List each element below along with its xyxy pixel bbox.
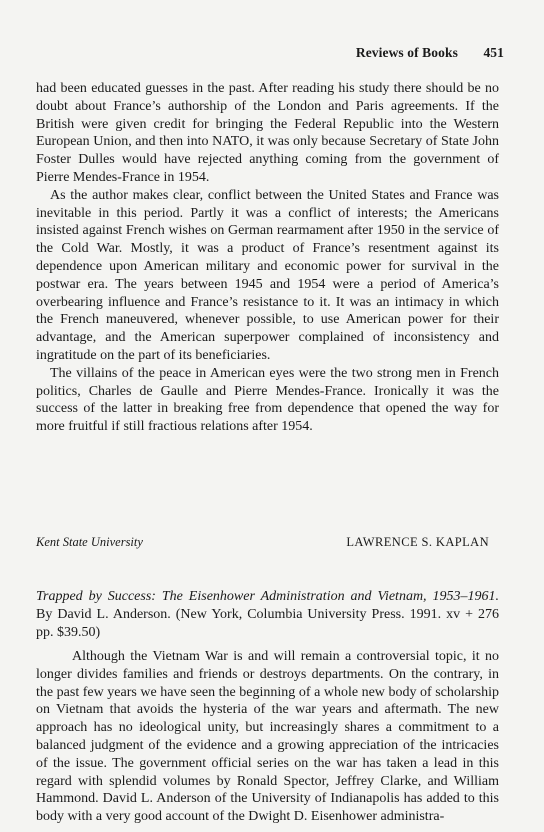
book-citation <box>36 588 499 641</box>
review-body-1 <box>36 80 499 436</box>
book-title: Trapped by Success: The Eisenhower Administration and Vietnam, 1953–1961. <box>36 589 499 604</box>
running-header <box>356 45 504 61</box>
paragraph: The villains of the peace in American eyes were the two strong men in French politics, Charles de Gaulle and Pierre Mendes-France. Ironically it was the success of the latter in breaking free from dependence that opened the way for more fruitful if still fractious relations after 1954. <box>36 365 499 435</box>
reviewer-name: LAWRENCE S. KAPLAN <box>346 535 489 549</box>
running-title: Reviews of Books <box>355 45 458 60</box>
page-number: 451 <box>483 45 504 60</box>
reviewer-signature <box>36 535 499 550</box>
paragraph: As the author makes clear, conflict between the United States and France was inevitable in this period. Partly it was a conflict of interests; the Americans insisted against French wishes on German rearmament after 1950 in the service of the Cold War. Mostly, it was a product of France’s resentment against its dependence upon American military and economic power for survival in the postwar era. The years between 1945 and 1954 were a period of America’s overbearing influence and France’s resistance to it. It was an intimacy in which the French maneuvered, whenever possible, to use American power for their advantage, and the American superpower complained of inconsistency and ingratitude on the part of its beneficiaries. <box>36 187 499 363</box>
paragraph: had been educated guesses in the past. After reading his study there should be no doubt about France’s authorship of the London and Paris agreements. If the British were given credit for bringing the Federal Republic into the Western European Union, and then into NATO, it was only because Secretary of State John Foster Dulles would have rejected anything coming from the government of Pierre Mendes-France in 1954. <box>36 81 499 185</box>
book-publication-info: By David L. Anderson. (New York, Columbia University Press. 1991. xv + 276 pp. $39.50) <box>36 606 499 640</box>
paragraph: Although the Vietnam War is and will remain a controversial topic, it no longer divides families and friends or destroys departments. On the contrary, in the past few years we have seen the beginning of a whole new body of scholarship on Vietnam that avoids the hysteria of the war years and aftermath. The new approach has no ideological unity, but increasingly shares a commitment to a balanced judgment of the evidence and a growing appreciation of the intricacies of the issue. The government official series on the war has taken a lead in this regard with splendid volumes by Ronald Spector, Jeffrey Clarke, and William Hammond. David L. Anderson of the University of Indianapolis has added to this body with a very good account of the Dwight D. Eisenhower administra- <box>36 649 499 825</box>
review-body-2 <box>36 648 499 826</box>
reviewer-affiliation: Kent State University <box>36 535 143 549</box>
